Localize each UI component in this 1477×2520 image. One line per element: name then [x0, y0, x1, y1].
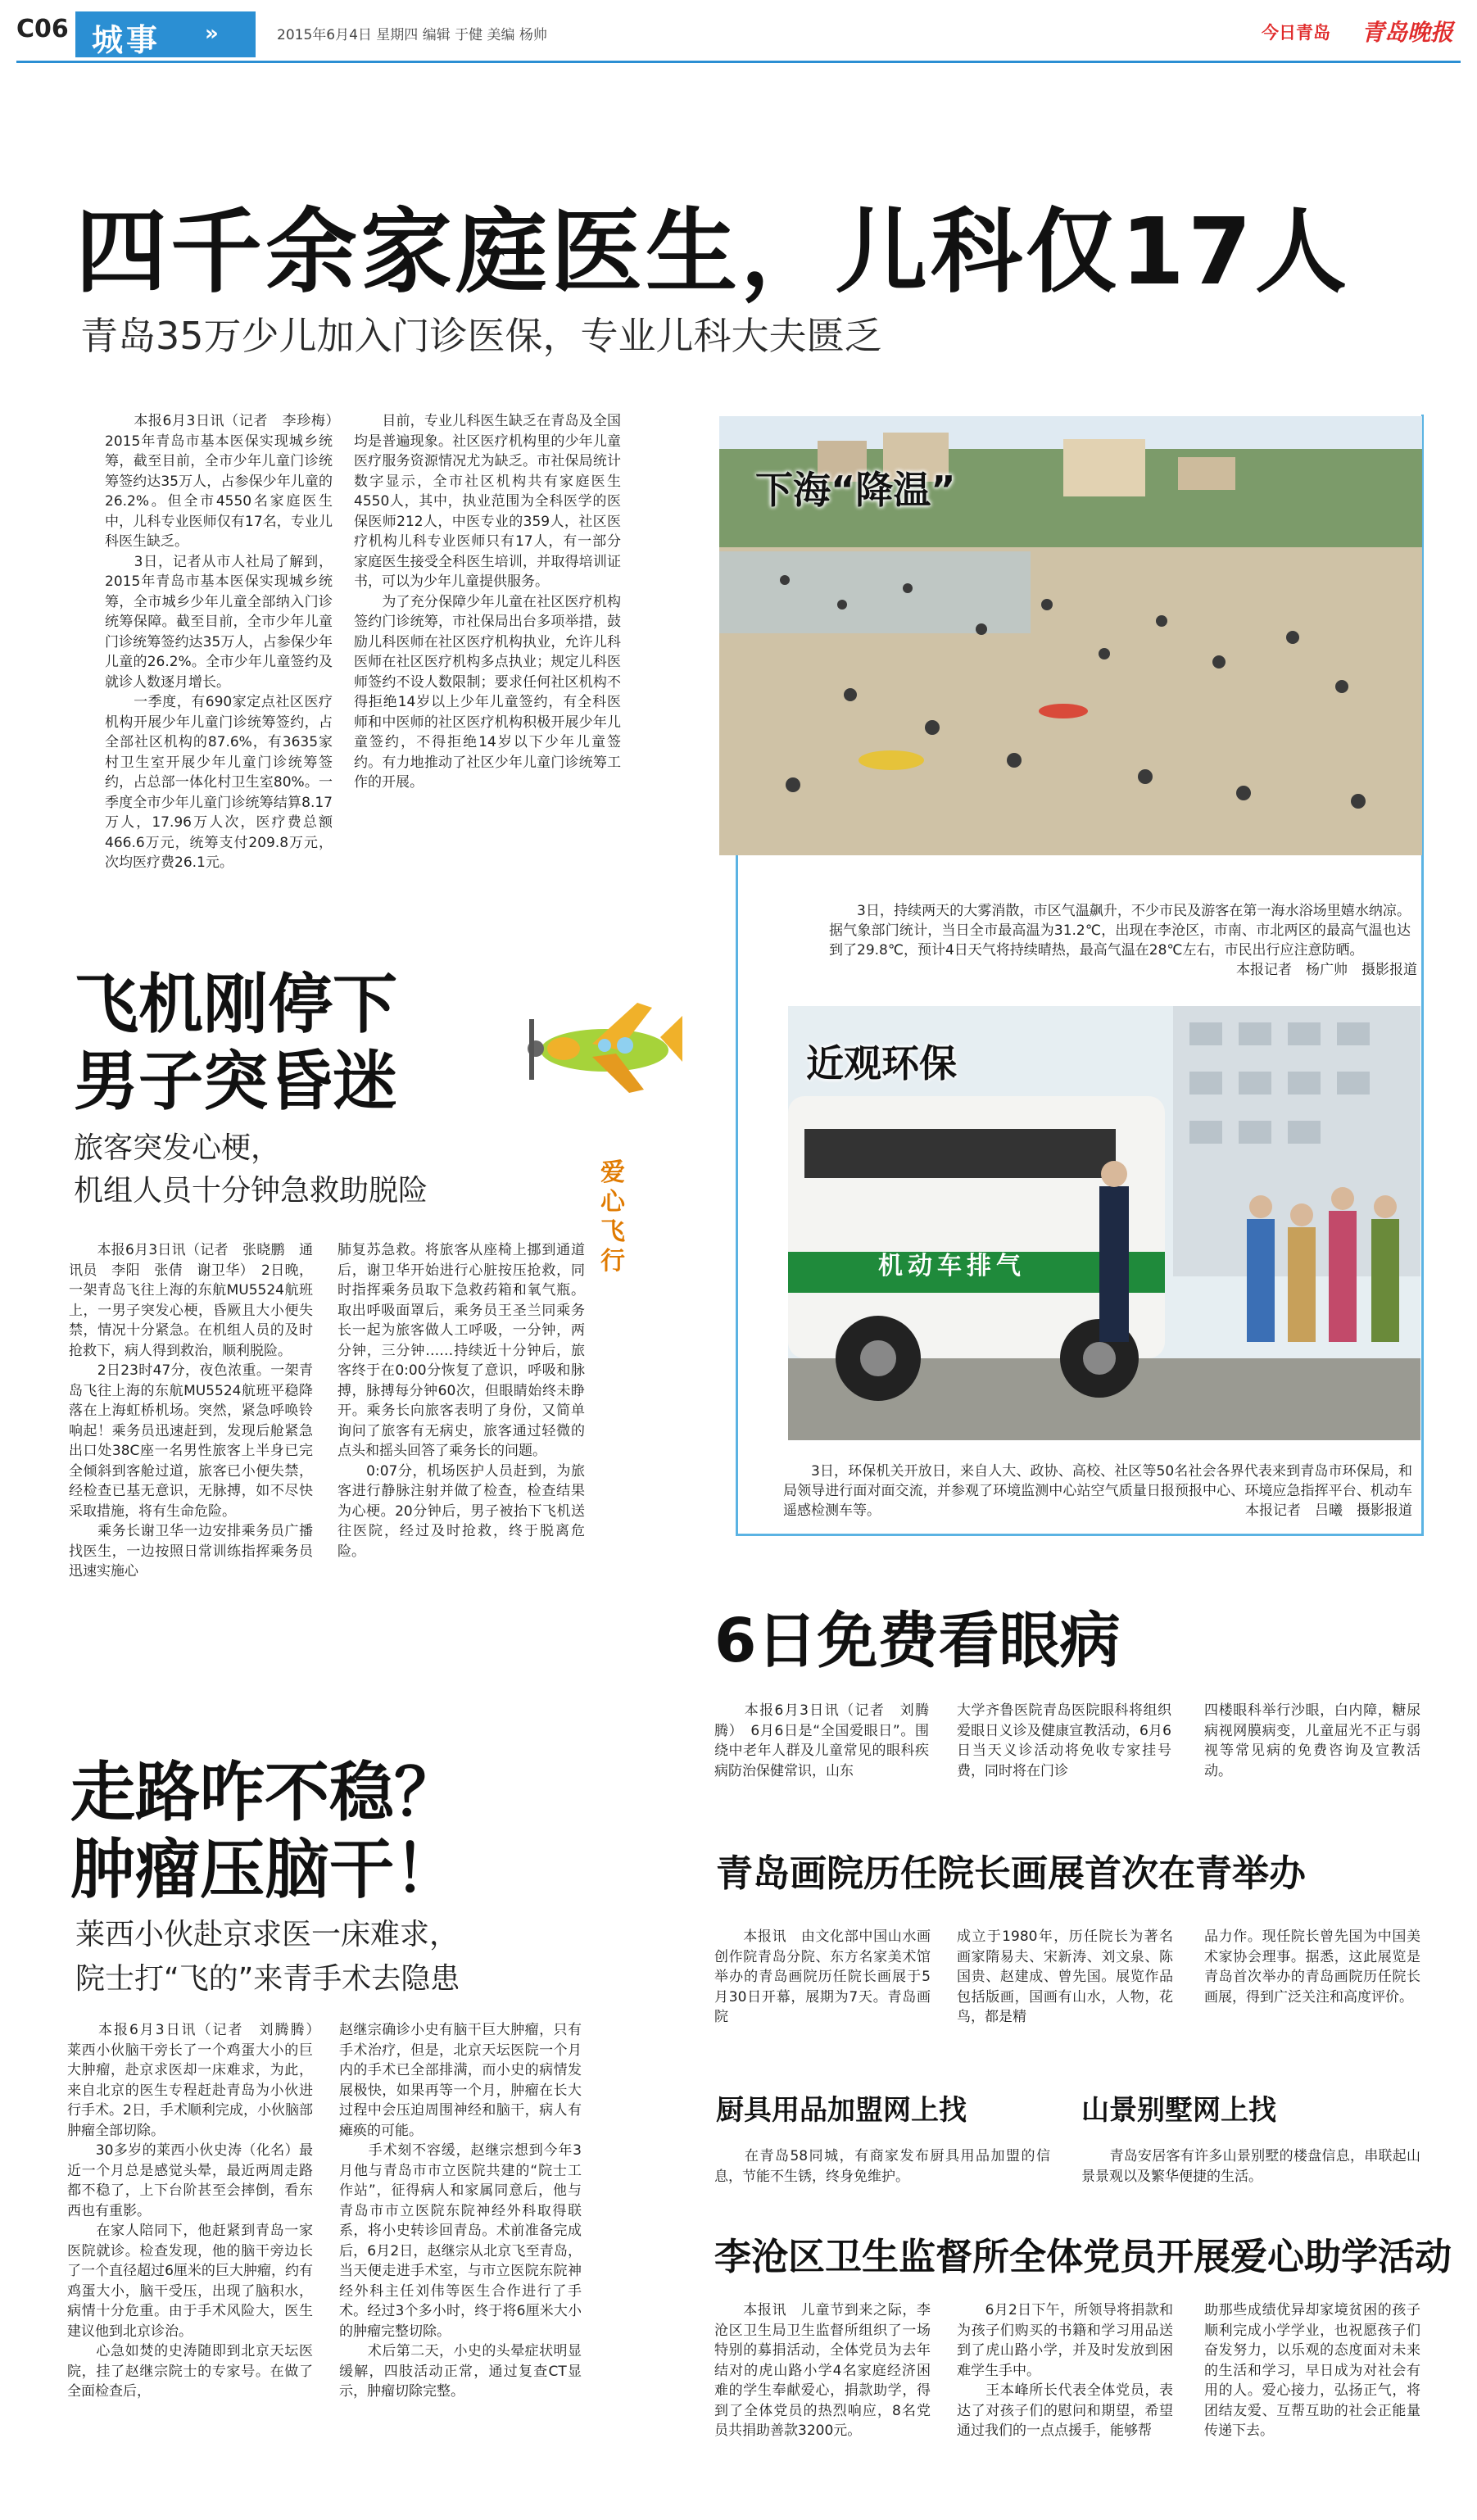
beach-photo-label: 下海“降温”	[755, 468, 956, 512]
eye-story-column-3: 四楼眼科举行沙眼，白内障，糖尿病视网膜病变，儿童屈光不正与弱视等常见病的免费咨询及宣教活动。	[1204, 1702, 1420, 1779]
plane-story-column-1: 本报6月3日讯（记者 张晓鹏 通讯员 李阳 张倩 谢卫华） 2日晚，一架青岛飞往上海的东航MU5524航班上，一男子突发心梗，昏厥且大小便失禁，情况十分紧急。在机组人员的及时抢救下，病人得到救治，顺利脱险。 2日23时47分，夜色浓重。一架青岛飞往上海的东航MU5524航班平稳降落在上海虹桥机场。突然，紧急呼唤铃响起！乘务员迅速赶到，发现后舱紧急出口处38C座一名男性旅客上半身已完全倾斜到客舱过道，旅客已小便失禁，经检查已基无意识，无脉搏，如不尽快采取措施，将有生命危险。 乘务长谢卫华一边安排乘务员广播找医生，一边按照日常训练指挥乘务员迅速实施心	[69, 1242, 313, 1580]
beach-photo-credit: 本报记者 杨广帅 摄影报道	[1236, 962, 1417, 978]
art-story-column-3: 品力作。现任院长曾先国为中国美术家协会理事。据悉，这此展览是青岛首次举办的青岛画院历任院长画展，得到广泛关注和高度评价。	[1204, 1929, 1420, 2006]
eye-story-title: 6日免费看眼病	[714, 1606, 1121, 1676]
plane-story-title-line1: 飞机刚停下	[74, 967, 397, 1042]
van-lettering: 机动车排气	[878, 1252, 1026, 1280]
beach-photo-caption: 3日，持续两天的大雾消散，市区气温飙升，不少市民及游客在第一海水浴场里嬉水纳凉。据气象部门统计，当日全市最高温为31.2℃，出现在李沧区，市南、市北两区的最高气温也达到了29.8℃，预计4日天气将持续晴热，最高气温在28℃左右，市民出行应注意防晒。	[829, 903, 1411, 959]
lead-headline: 四千余家庭医生，儿科仅17人	[75, 199, 1350, 306]
charity-story-column-3: 助那些成绩优异却家境贫困的孩子顺利完成小学学业，也祝愿孩子们奋发努力，以乐观的态度面对未来的生活和学习，早日成为对社会有用的人。爱心接力，弘扬正气，将团结友爱、互帮互助的社会正能量传递下去。	[1204, 2302, 1420, 2439]
brief-villa-title: 山景别墅网上找	[1081, 2094, 1276, 2127]
environment-photo-caption: 3日，环保机关开放日，来自人大、政协、高校、社区等50名社会各界代表来到青岛市环保局，和局领导进行面对面交流，并参观了环境监测中心站空气质量日报预报中心、环境应急指挥平台、机动车遥感检测车等。	[783, 1463, 1412, 1519]
brief-kitchen-text: 在青岛58同城，有商家发布厨具用品加盟的信息，节能不生锈，终身免维护。	[714, 2148, 1050, 2185]
newspaper-logo: 青岛晚报	[1361, 19, 1454, 46]
plane-story-column-2: 肺复苏急救。将旅客从座椅上挪到通道后，谢卫华开始进行心脏按压抢救，同时指挥乘务员取下急救药箱和氧气瓶。取出呼吸面罩后，乘务员王圣兰同乘务长一起为旅客做人工呼吸，一分钟，两分钟，三分钟……持续近十分钟后，旅客终于在0:00分恢复了意识，呼吸和脉搏，脉搏每分钟60次，但眼睛始终未睁开。乘务长向旅客表明了身份，又简单询问了旅客有无病史，旅客通过轻微的点头和摇头回答了乘务长的问题。 0:07分，机场医护人员赶到，为旅客进行静脉注射并做了检查，检查结果为心梗。20分钟后，男子被抬下飞机送往医院，经过及时抢救，终于脱离危险。	[338, 1242, 585, 1560]
brief-villa-text: 青岛安居客有许多山景别墅的楼盘信息，串联起山景景观以及繁华便捷的生活。	[1081, 2148, 1420, 2185]
tumor-story-title-line2: 肿瘤压脑干！	[70, 1832, 459, 1907]
photo-border-left	[736, 852, 738, 1536]
edition-label: 今日青岛	[1262, 23, 1330, 43]
tumor-story-column-2: 赵继宗确诊小史有脑干巨大肿瘤，只有手术治疗，但是，北京天坛医院一个月内的手术已全部排满，而小史的病情发展极快，如果再等一个月，肿瘤在长大过程中会压迫周围神经和脑干，病人有瘫痪的可能。 手术刻不容缓，赵继宗想到今年3月他与青岛市市立医院共建的“院士工作站”，征得病人和家属同意后，他与青岛市市立医院东院神经外科取得联系，将小史转诊回青岛。术前准备完成后，6月2日，赵继宗从北京飞至青岛，当天便走进手术室，与市立医院东院神经外科主任刘伟等医生合作进行了手术。经过3个多小时，终于将6厘米大小的肿瘤完整切除。 术后第二天，小史的头晕症状明显缓解，四肢活动正常，通过复查CT显示，肿瘤切除完整。	[339, 2022, 582, 2400]
environment-photo-credit: 本报记者 吕曦 摄影报道	[1245, 1502, 1412, 1519]
love-flight-label: 爱心飞行	[600, 1158, 625, 1276]
plane-story-sub-line1: 旅客突发心梗，	[74, 1131, 281, 1165]
photo-border-bottom	[736, 1534, 1424, 1536]
tumor-story-column-1: 本报6月3日讯（记者 刘腾腾） 莱西小伙脑干旁长了一个鸡蛋大小的巨大肿瘤，赴京求医却一床难求，为此，来自北京的医生专程赶赴青岛为小伙进行手术。2日，手术顺利完成，小伙脑部肿瘤全部切除。 30多岁的莱西小伙史涛（化名）最近一个月总是感觉头晕，最近两周走路都不稳了，上下台阶甚至会摔倒，看东西也有重影。 在家人陪同下，他赶紧到青岛一家医院就诊。检查发现，他的脑干旁边长了一个直径超过6厘米的巨大肿瘤，约有鸡蛋大小，脑干受压，出现了脑积水，病情十分危重。由于手术风险大，医生建议他到北京诊治。 心急如焚的史涛随即到北京天坛医院，挂了赵继宗院士的专家号。在做了全面检查后，	[67, 2022, 313, 2400]
plane-story-sub-line2: 机组人员十分钟急救助脱险	[74, 1174, 428, 1208]
eye-story-column-2: 大学齐鲁医院青岛医院眼科将组织爱眼日义诊及健康宣教活动，6月6日当天义诊活动将免收专家挂号费，同时将在门诊	[957, 1702, 1171, 1779]
tumor-story-sub-line1: 莱西小伙赴京求医一床难求，	[75, 1918, 460, 1951]
airplane-icon	[514, 986, 686, 1109]
page-number: C06	[16, 15, 69, 43]
art-story-title: 青岛画院历任院长画展首次在青举办	[716, 1851, 1307, 1895]
plane-story-title-line2: 男子突昏迷	[74, 1044, 397, 1119]
chevron-double-right-icon: »	[205, 21, 219, 46]
tumor-story-title-line1: 走路咋不稳？	[70, 1755, 459, 1830]
brief-kitchen-title: 厨具用品加盟网上找	[716, 2094, 967, 2127]
charity-story-title: 李沧区卫生监督所全体党员开展爱心助学活动	[714, 2235, 1452, 2278]
charity-story-column-2: 6月2日下午，所领导将捐款和为孩子们购买的书籍和学习用品送到了虎山路小学，并及时发放到困难学生手中。 王本峰所长代表全体党员，表达了对孩子们的慰问和期望，希望通过我们的一点点援手，能够帮	[957, 2302, 1173, 2439]
section-title: 城事	[92, 22, 161, 58]
art-story-column-1: 本报讯 由文化部中国山水画创作院青岛分院、东方名家美术馆举办的青岛画院历任院长画展于5月30日开幕，展期为7天。青岛画院	[714, 1929, 931, 2025]
header-rule	[16, 61, 1461, 63]
lead-column-1: 本报6月3日讯（记者 李珍梅） 2015年青岛市基本医保实现城乡统筹，截至目前，全市少年儿童门诊统筹签约达35万人，占参保少年儿童的26.2%。但全市4550名家庭医生中，儿科专业医师仅有17名，专业儿科医生缺乏。 3日，记者从市人社局了解到，2015年青岛市基本医保实现城乡统筹，全市城乡少年儿童全部纳入门诊统筹保障。截至目前，全市少年儿童门诊统筹签约达35万人，占参保少年儿童的26.2%。全市少年儿童签约及就诊人数逐月增长。 一季度，有690家定点社区医疗机构开展少年儿童门诊统筹签约，占全部社区机构的87.6%，有3635家村卫生室开展少年儿童门诊统筹签约，占总部一体化村卫生室80%。一季度全市少年儿童门诊统筹结算8.17万人，17.96万人次，医疗费总额466.6万元，统筹支付209.8万元，次均医疗费26.1元。	[105, 413, 333, 871]
eye-story-column-1: 本报6月3日讯（记者 刘腾腾） 6月6日是“全国爱眼日”。围绕中老年人群及儿童常见的眼科疾病防治保健常识，山东	[714, 1702, 929, 1779]
tumor-story-sub-line2: 院士打“飞的”来青手术去隐患	[75, 1962, 460, 1996]
lead-column-2: 目前，专业儿科医生缺乏在青岛及全国均是普遍现象。社区医疗机构里的少年儿童医疗服务资源情况尤为缺乏。市社保局统计数字显示，全市社区机构共有家庭医生4550人，其中，执业范围为全科医学的医保医师212人，中医专业的359人，社区医疗机构儿科专业医师只有17人，有一部分家庭医生接受全科医生培训，并取得培训证书，可以为少年儿童提供服务。 为了充分保障少年儿童在社区医疗机构签约门诊统筹，市社保局出台多项举措，鼓励儿科医师在社区医疗机构执业，允许儿科医师在社区医疗机构多点执业；规定儿科医师签约不设人数限制；要求任何社区机构不得拒绝14岁以上少年儿童签约，有全科医师和中医师的社区医疗机构积极开展少年儿童签约，不得拒绝14岁以下少年儿童签约。有力地推动了社区少年儿童门诊统筹工作的开展。	[354, 413, 621, 791]
art-story-column-2: 成立于1980年，历任院长为著名画家隋易夫、宋新涛、刘文泉、陈国贵、赵建成、曾先国。展览作品包括版画，国画有山水，人物，花鸟，都是精	[957, 1929, 1173, 2025]
lead-subhead: 青岛35万少儿加入门诊医保，专业儿科大夫匮乏	[80, 314, 882, 358]
environment-photo-label: 近观环保	[806, 1041, 957, 1086]
issue-meta: 2015年6月4日 星期四 编辑 于健 美编 杨帅	[277, 27, 547, 43]
charity-story-column-1: 本报讯 儿童节到来之际，李沧区卫生局卫生监督所组织了一场特别的募捐活动，全体党员为去年结对的虎山路小学4名家庭经济困难的学生奉献爱心，捐款助学，得到了全体党员的热烈响应，8名党员共捐助善款3200元。	[714, 2302, 931, 2439]
